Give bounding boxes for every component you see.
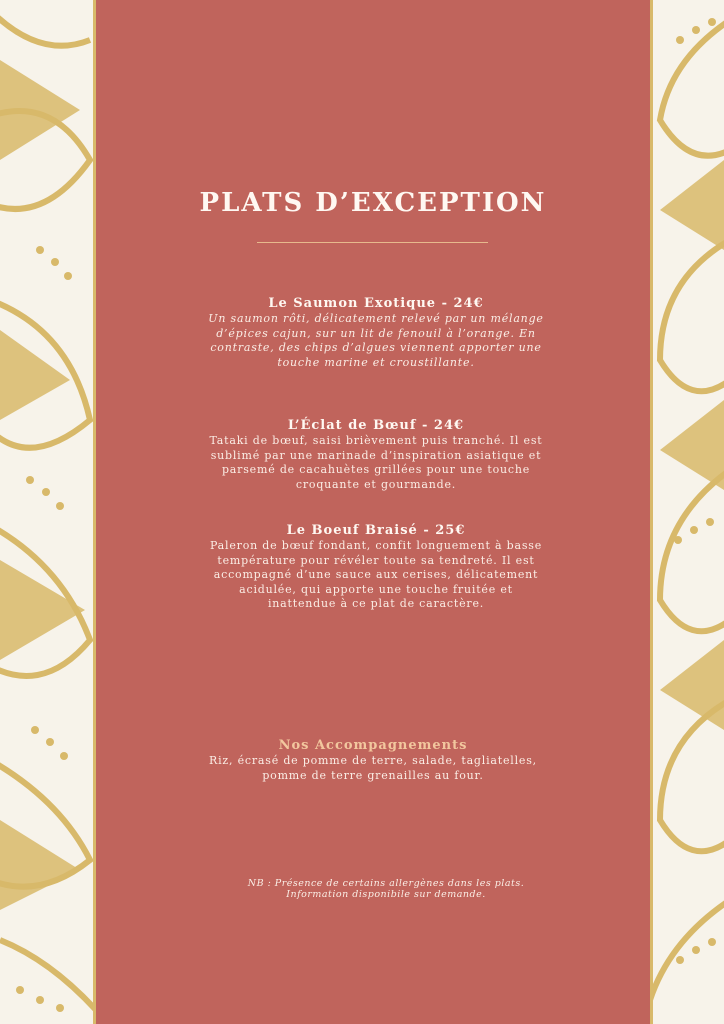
- accompaniments-title: Nos Accompagnements: [278, 738, 468, 753]
- dish-description: Un saumon rôti, délicatement relevé par un mélange d’épices cajun, sur un lit de fenouil à l’orange. En contraste, des chips d’algues viennent apporter une touche marine et croustillante.: [208, 312, 544, 369]
- title-divider: [257, 242, 488, 243]
- right-gold-edge: [650, 0, 653, 1024]
- dish-name: L’Éclat de Bœuf - 24€: [287, 418, 465, 433]
- dish-boeuf-braise: [206, 523, 546, 612]
- right-mandala-border: [650, 0, 724, 1024]
- left-mandala-border: [0, 0, 96, 1024]
- left-gold-edge: [93, 0, 96, 1024]
- dish-eclat-de-boeuf: [206, 418, 546, 492]
- menu-panel: [96, 0, 650, 1024]
- accompaniments-text: Riz, écrasé de pomme de terre, salade, tagliatelles, pomme de terre grenailles au four.: [209, 754, 537, 782]
- allergen-note: NB : Présence de certains allergènes dans les plats. Information disponibile sur demande.: [247, 878, 525, 900]
- dish-description: Tataki de bœuf, saisi brièvement puis tranché. Il est sublimé par une marinade d’inspiration asiatique et parsemé de cacahuètes grillées pour une touche croquante et gourmande.: [209, 434, 543, 491]
- dish-description: Paleron de bœuf fondant, confit longuement à basse température pour révéler toute sa tendreté. Il est accompagné d’une sauce aux cerises, délicatement acidulée, qui apporte une touche fruitée et inattendue à ce plat de caractère.: [209, 539, 543, 611]
- accompaniments-section: [196, 738, 550, 783]
- dish-name: Le Saumon Exotique - 24€: [268, 296, 484, 311]
- menu-title: PLATS D’EXCEPTION: [199, 188, 547, 218]
- dish-name: Le Boeuf Braisé - 25€: [286, 523, 466, 538]
- dish-saumon: [206, 296, 546, 370]
- mandala-ornament-right: [650, 0, 724, 1024]
- mandala-ornament-left: [0, 0, 96, 1024]
